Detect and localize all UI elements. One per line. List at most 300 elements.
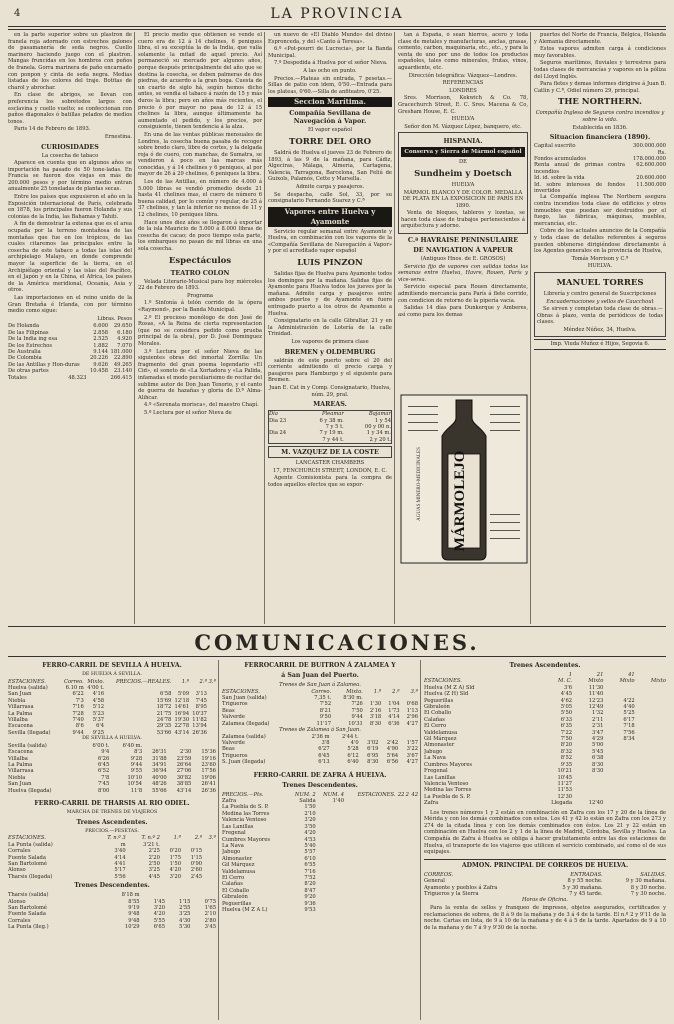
table-cell: 181.000	[110, 348, 132, 355]
table-cell: 8'3	[134, 749, 143, 756]
table-cell: 8'18 m	[121, 892, 140, 899]
newspaper-title: LA PROVINCIA	[270, 6, 404, 22]
table-cell: 4'29	[592, 736, 604, 743]
table-header-cell: SALIDAS.	[640, 871, 666, 878]
section-title-comunicaciones: COMUNICACIONES.	[194, 630, 480, 655]
table-cell: Beas	[222, 746, 235, 753]
section-divider	[8, 626, 666, 627]
table-cell: 2'25	[148, 848, 160, 855]
table-cell: El Coballo	[222, 887, 250, 894]
table-cell: 3'20	[169, 873, 181, 880]
table-cell: Las Lanillas	[424, 774, 456, 781]
table-cell: 12'23	[588, 697, 604, 704]
table-cell: 62.600.000	[636, 162, 666, 169]
table-cell: 11'82	[192, 717, 207, 724]
timetable-notes: Los trenes números 1 y 2 están en combinación en Zafra con los 17 y 20 de la línea de Mérida y con los demás combinados con estos. Los 41 y 42 lo están en Zafra con los 273 y 274 de la citada línea y con los demás combinados con éstos. Los 21 y 22 están en combinación en Huelva con los 2 y 1 de la línea de Madrid, Córdoba, Sevilla y Huelva. La Compañía de Zafra á Huelva se obliga á hacer gratuitamente entre las dos estaciones de Huelva, el transporte de los viajeros que utilicen el servicio combinado, así como el de sus equipajes.	[424, 809, 666, 856]
table-cell: 0'90	[190, 860, 203, 867]
table-cell: El Coballo	[424, 710, 452, 717]
table-cell: 43'14	[176, 787, 192, 794]
table-cell: 4'90	[386, 746, 399, 753]
table-cell: S. Juan (llegada)	[222, 759, 266, 766]
table-cell: Almonaster	[222, 855, 253, 862]
timetable-subtitle: Trenes Descendentes.	[74, 882, 150, 890]
table-cell: 5'05	[560, 704, 573, 711]
agents-name: Tomás Morrison y C.ª	[571, 255, 629, 262]
table-row	[222, 817, 418, 823]
table-cell: 1'57	[406, 740, 418, 747]
ad-company: Sundheim y Doetsch	[414, 168, 512, 179]
table-cell: El Cerro	[222, 874, 245, 881]
paragraph: Los de las Antillas, en número de 4.000 á 5.000 libras se vendió promedio desde 21 hasta 41 chelines mas, el cuero de número 6 buena calidad, por lo común y regular, de 25 á 37 chelines, y tan la inferior no menos de 11 y 12 chelines, 10 peniques libra.	[138, 179, 262, 219]
table-cell: 15'36	[201, 749, 216, 756]
table-cell: 7'50	[351, 707, 363, 714]
table-cell: Trigueros	[222, 752, 248, 759]
mineral-water-bottle-ad	[400, 394, 528, 564]
table-cell: 6'33	[560, 716, 573, 723]
table-cell: 8 y 30 noche.	[630, 884, 666, 891]
table-cell: 14'61	[174, 704, 190, 711]
bookstore-address: Méndez Núñez, 34, Huelva.	[563, 326, 637, 333]
table-header-cell: 21	[596, 672, 604, 678]
table-cell: 21'75	[156, 710, 172, 717]
table-header: Libras. Pesos	[97, 315, 132, 322]
table-cell: 53'66	[156, 729, 172, 736]
table-cell: 1'32	[592, 710, 604, 717]
table-cell: 6'56	[386, 759, 399, 766]
table-cell: 4'14	[114, 854, 126, 861]
table-cell: 11'40	[588, 691, 604, 698]
paragraph: A las ocho en punto.	[303, 67, 357, 74]
table-cell: 8'30	[592, 768, 604, 775]
paragraph: Se despacha, calle Sol, 33, por su consignatario Fernando Suarez y C.ª	[268, 191, 392, 205]
table-cell: 9'25	[92, 729, 105, 736]
table-cell: Valverde	[222, 740, 245, 747]
bookstore-ad	[534, 272, 666, 338]
table-cell: Huelva (M Z A L)	[222, 906, 268, 913]
timetable-subtitle: MARCHA DE TRENES DE VIAJEROS	[66, 810, 158, 816]
theatre-name: TEATRO COLON	[170, 268, 230, 277]
table-cell: 5'40	[304, 842, 316, 849]
table-cell: Las Lanillas	[222, 823, 254, 830]
table-cell: 8'52	[560, 755, 573, 762]
table-cell: 6'95	[367, 752, 379, 759]
table-cell: 13'94	[192, 723, 207, 730]
table-row	[269, 437, 392, 444]
timetable-table	[8, 892, 216, 930]
table-cell: Niebla	[8, 697, 26, 704]
table-cell: 7 y 30 noche.	[630, 890, 666, 897]
program-item: 3.º Lectura por el señor Nieva de las siguientes obras del inmortal Zorrilla: Un fragmento del gran poema legendario «El Cid», el soneto de «La Xortadora y «La Palida, infamadas el modo peculiarísimo de recitar del sublime autor de Don Juan Tenorio, y el canto de guerra de hazañas y gloria de D.ª Alma-Alihcar.	[138, 348, 262, 401]
table-header-cell: NUM. 2	[294, 791, 316, 798]
table-cell: Zalamea (llegada)	[222, 720, 270, 727]
ad-title: Conserva y Sierra de Mármol español	[401, 147, 525, 157]
table-cell: 00 y 00 n.	[364, 423, 391, 430]
table-cell: 9'19	[128, 904, 140, 911]
table-cell: Villalba	[8, 717, 28, 724]
masthead	[0, 0, 674, 30]
paragraph: Consignatario en la calle Gibraltar, 21 y en la Administración de Lotería de la calle Trinidad.	[268, 318, 392, 338]
table-cell: 9'44	[72, 729, 84, 736]
table-cell: 6.10 m	[65, 685, 84, 691]
table-cell: 1.882	[93, 342, 109, 349]
table-header-cell: T. n.º 3	[107, 835, 126, 842]
table-cell: Niebla	[8, 774, 26, 781]
table-cell: 12'30	[557, 793, 573, 800]
table-cell: Medina las Torres	[424, 787, 472, 794]
table-cell: 5'56	[114, 873, 126, 880]
table-cell: 6 y 38 m.	[319, 417, 344, 424]
table-cell: 17'56	[201, 768, 216, 775]
table-cell: Gibraleón	[424, 704, 450, 711]
table-cell: 3'25	[179, 911, 191, 918]
table-cell: 178.000.000	[632, 155, 666, 162]
table-cell: 11'53	[557, 787, 573, 794]
table-cell: Alonso	[8, 898, 26, 905]
column-1	[8, 32, 132, 624]
vessel-names: BREMEN y OLDEMBURG	[284, 347, 376, 356]
table-cell: 7'28	[72, 710, 84, 717]
table-cell: 6'38	[592, 755, 604, 762]
column-5	[534, 32, 666, 624]
paragraph: Las importaciones en el reino unido de la Gran Bretaña é Irlanda, con por término medio como sigue:	[8, 294, 132, 315]
table-cell: Valencia Ventoso	[424, 780, 469, 787]
table-cell: Capital suscrito	[534, 143, 576, 150]
table-cell: San Juan	[8, 781, 32, 788]
table-cell: 4'00 t.	[87, 685, 105, 691]
table-cell: 22.890	[113, 355, 132, 362]
ad-text: Venta de bloques, tableros y lozetas, se hacen toda clase de trabajos pertenecientes á arquitectura y adorno.	[401, 210, 525, 230]
table-cell: La Nava	[424, 755, 446, 762]
section-heading-vapores: Vapores entre Huelva y Ayamonte	[268, 207, 392, 227]
table-cell: San Juan (salida)	[222, 695, 267, 701]
bottle-side-text: AGUAS MINERO-MEDICINALES	[417, 447, 422, 521]
table-row	[534, 143, 666, 156]
table-cell: Huelva (llegada)	[8, 787, 52, 794]
table-cell: 5'28	[347, 746, 359, 753]
table-cell: Valverde	[222, 714, 245, 721]
table-cell: 8'47	[304, 887, 316, 894]
paragraph: Entre los países que expusieron el año en la Exposición internacional de París, celebrada en 1878, los principales fueron Holanda y sus colonias de la India, las Bahamas y Tahití.	[8, 194, 132, 220]
table-cell: La Palma	[8, 762, 33, 769]
table-cell: 26'31	[152, 749, 167, 756]
table-cell: De Colombia	[8, 355, 42, 362]
table-header-cell: ESTACIONES.	[424, 678, 462, 685]
table-cell: 8'30 m.	[343, 695, 363, 701]
paragraph: A fin de demostrar la extensa que es el area ocupada por la terreno montañosa de las montañas que fue en los trópicos, de las cuales citaremos las principales entre la cosecha de este tabaco a todas las islas del archipielago Malayo, en donde comprende mayor la superficie de la tierra, en el Archipiélago oriental y las islas del Pacífico, en el Japón y en la China, el Africa, los países de la América meridional, Oceanía, Asia y otros.	[8, 221, 132, 294]
table-cell: La Punta (salida)	[8, 841, 53, 848]
paragraph: tan á España, ó sean hierros, acero y toda clase de metales y manufacturas, anclas, grasas, cemento, carbon, maquinaria, etc., etc., y para la venta de uno por uno de todos los productos españoles, tales como minerales, frutas, vinos, aguardiente, etc.	[398, 32, 528, 71]
table-cell: 8'55	[128, 898, 140, 905]
table-header-cell: Mixto.	[346, 688, 363, 695]
table-cell	[635, 800, 666, 806]
column-divider	[134, 32, 135, 624]
table-cell: 9.144	[93, 348, 109, 355]
table-cell: 6'35	[560, 723, 573, 730]
table-header-cell: ENTRADAS.	[570, 871, 603, 878]
table-cell: 4'41	[114, 860, 126, 867]
table-cell: 2'31	[592, 723, 604, 730]
table-row	[8, 375, 132, 381]
table-cell: 8 y 55 noche.	[567, 878, 603, 885]
table-cell: 7'45	[97, 781, 110, 788]
table-row	[424, 800, 666, 806]
table-cell: 7 y 5 t.	[325, 423, 344, 430]
table-cell: 7 y 45 tarde.	[569, 890, 603, 897]
table-cell: De Holanda	[8, 323, 40, 330]
table-cell: 0'15	[190, 848, 203, 855]
table-cell: Escacena	[8, 749, 33, 756]
program-item: 5.º Lectura por el señor Nieva de	[144, 409, 232, 416]
table-cell: 11'30	[588, 684, 604, 691]
table-cell: Villarrasa	[8, 768, 34, 775]
table-header-cell: Pleamar	[322, 411, 344, 418]
table-cell: Dia 23	[269, 417, 287, 424]
paragraph: un nuevo de «El Diablo Mundo» del divino Espronceda, y del «Canto á Teresa».	[268, 32, 392, 45]
table-cell: 19'30	[174, 717, 190, 724]
table-cell: 8'34	[623, 736, 635, 743]
program-item: 1.º Sinfonía á telón corrido de la ópera «Raymond», por la Banda Municipal.	[138, 300, 262, 313]
table-cell: 5'55	[153, 917, 166, 924]
table-cell: Fuente Salada	[8, 854, 46, 861]
table-cell: 26'64	[176, 762, 192, 769]
table-cell: 6'00 t.	[92, 742, 110, 749]
table-cell: La Punta (lleg.)	[8, 924, 49, 931]
prices-heading: PRECIOS.—PESETAS.	[85, 828, 139, 834]
table-cell: 4'20	[153, 911, 166, 918]
tobacco-total	[8, 375, 132, 381]
paragraph: Salidas fijas de Huelva para Ayamonte todos los domingos por la mañana. Salidas fijas de Ayamonte para Huelva todos los jueves por la mañana. Admite carga y pasajeros entre ambos puertos y de Ayamonte en fuero entregado puerto a los otros de Ayamonte a Huelva.	[268, 271, 392, 317]
table-cell: 3'47	[592, 729, 604, 736]
table-cell: 7.070	[117, 342, 132, 349]
paragraph: Saldrá de Huelva el jueves 23 de Febrero de 1893, á las 9 de la mañana, para Cádiz, Algeciras, Málaga, Almería, Cartagena, Valencia, Tarragona, Barcelona, San Feliú de Guixols, Palamós, Cette y Marsella.	[268, 149, 392, 183]
agent-name: M. VAZQUEZ DE LA COSTE	[268, 446, 392, 458]
table-header-cell: 1.ª	[373, 688, 382, 695]
column-divider	[218, 660, 219, 1020]
table-cell: 6'12	[347, 752, 359, 759]
timetable-table	[424, 672, 666, 807]
table-cell: Ayamonte y pueblos á Zafra	[424, 884, 498, 891]
table-cell: Corrales	[8, 917, 31, 924]
table-cell: 1'15	[179, 898, 191, 905]
paragraph: Agente Comisionista para la compra de todos aquellos efectos que se expor-	[268, 475, 392, 488]
column-divider	[264, 32, 265, 624]
table-header-cell: CORREOS.	[424, 871, 454, 878]
table-cell: 1'04	[388, 701, 400, 708]
total-libras: 48.323	[68, 374, 87, 381]
table-header-cell: ESTACIONES.	[222, 688, 260, 695]
timetable-buitron-zalamea	[222, 660, 418, 1020]
printer-imprint: Imp. Viuda Muñoz é Hijos, Segovia 6.	[534, 339, 666, 350]
timetable-title: FERRO-CARRIL DE SEVILLA Á HUELVA.	[42, 662, 182, 669]
table-cell: 4'45	[148, 873, 160, 880]
table-cell: 4'22	[623, 697, 635, 704]
table-row	[222, 824, 418, 830]
table-cell: 4'20	[169, 867, 181, 874]
table-cell: Tharsis (llegada)	[8, 873, 53, 880]
column-3	[268, 32, 392, 624]
column-2	[138, 32, 262, 624]
table-cell: Calañas	[222, 881, 243, 888]
table-cell: 0'68	[406, 701, 418, 708]
table-cell: 9'55	[130, 768, 143, 775]
table-cell: De las Filipinas	[8, 329, 49, 336]
table-header-cell: 3.ª	[410, 688, 418, 695]
table-header-cell: Mixto	[588, 678, 604, 685]
table-cell: 3'22	[406, 746, 418, 753]
table-cell: Calañas	[424, 716, 445, 723]
table-cell: 3'18	[369, 714, 382, 721]
table-cell: Medina las Torres	[222, 810, 270, 817]
table-cell: 9'36	[304, 900, 316, 907]
table-cell: 26'36	[192, 729, 207, 736]
table-cell: 7'3	[75, 697, 84, 704]
table-cell: 6'26	[97, 755, 110, 762]
bookstore-sub2: Encuadernaciones y sellos de Caucchout	[546, 298, 654, 305]
table-cell: De otras partes	[8, 368, 49, 375]
table-cell: 8'30	[592, 761, 604, 768]
paragraph: Velada Literario-Musical para hoy miércoles 22 de Febrero de 1893.	[138, 278, 262, 292]
table-cell: 3'50	[304, 823, 316, 830]
table-cell: Peguerillas	[424, 697, 454, 704]
table-cell: 43'14	[174, 729, 190, 736]
table-cell: La Nava	[222, 842, 244, 849]
table-cell: 4'58	[92, 697, 105, 704]
table-cell: 2'96	[406, 714, 418, 721]
table-cell: 6'17	[623, 716, 635, 723]
section-divider	[8, 656, 666, 657]
table-cell: 6'55	[304, 862, 316, 869]
table-cell: 5 y 30 mañana.	[562, 884, 603, 891]
program-heading: Programa	[187, 292, 213, 299]
table-cell: Almonaster	[424, 742, 455, 749]
table-cell: 3'13	[195, 691, 207, 698]
table-row	[534, 182, 666, 195]
table-cell: 9'20	[304, 894, 316, 901]
vessel-name: LUIS PINZON	[297, 258, 363, 269]
table-cell: Valencia Ventoso	[222, 817, 267, 824]
post-office-title: ADMON. PRINCIPAL DE CORREOS DE HUELVA.	[424, 859, 666, 870]
table-cell: 7'16	[304, 868, 316, 875]
table-cell: Zafra	[222, 798, 237, 805]
table-cell: 2'36 m	[311, 733, 330, 740]
table-header-cell: M. C.	[558, 678, 573, 685]
table-cell: 2'60	[190, 867, 203, 874]
table-cell: 2'20	[148, 854, 160, 861]
ad-brand: HISPANIA.	[443, 137, 483, 146]
office-hours-heading: Horas de Oficina.	[522, 897, 568, 904]
table-cell: 2'16	[369, 707, 382, 714]
table-cell: 10'54	[127, 781, 143, 788]
table-cell: 7'50	[560, 736, 573, 743]
table-cell: Id. sobre intereses de fondos invertidos	[534, 181, 625, 194]
table-cell: 6'27	[318, 746, 330, 753]
table-cell: La Puebla de S. P.	[222, 804, 269, 811]
table-cell	[202, 842, 216, 848]
table-cell: 12'40	[588, 800, 604, 807]
table-cell: El Cerro	[424, 723, 447, 730]
table-cell: De la India ing esa	[8, 336, 58, 343]
column-divider	[530, 32, 531, 624]
table-header-cell: Bajamar	[368, 411, 391, 418]
table-cell: 6'40	[347, 759, 359, 766]
bookstore-text: Se sirven y completan toda clase de obras.—Obras á plazo, venta de periódicos de todas clases.	[537, 306, 663, 326]
paragraph: en la parte superior sobre un plastron de franela roja adornado con estrechos galones de pasamanería de seda negros. Cuello marinero haciendo juego con el plastron. Mangas fruncidas en los hombros con puños de franela. Gorra marinera de paño encarnado con ponpon y cinta de seda negra. Medias listadas de los colores del traje. Botitas de charol y abrochar.	[8, 32, 132, 91]
table-cell: 2'10	[204, 911, 216, 918]
table-cell: Cumbres Mayores	[222, 836, 271, 843]
city-huelva: HUELVA	[451, 116, 475, 123]
insurance-subtitle: Compañía Inglesa de Seguros contra incendios y sobre la vida.	[535, 110, 665, 123]
table-cell: Trigueros y la Sierra	[424, 890, 479, 897]
table-cell: 1'13	[406, 707, 418, 714]
table-cell: 11.500.000	[636, 181, 666, 188]
table-cell: De las Antillas y Hon-duras	[8, 361, 80, 368]
table-cell: 27'06	[176, 768, 192, 775]
insurance-company: THE NORTHERN.	[558, 97, 642, 108]
table-cell: 1'50	[304, 804, 316, 811]
table-cell: 7'52	[319, 701, 332, 708]
table-cell: 7'52	[304, 874, 316, 881]
table-header-cell: PRECIOS.—REALES.	[116, 678, 172, 685]
table-cell: Valdelamusa	[424, 729, 458, 736]
table-cell: 1'40	[332, 798, 344, 805]
table-cell: 5'25	[623, 710, 635, 717]
paragraph: Servicio fijo de vapores con salidas todas las semanas entre Huelva, Havre, Rouen, París y vice-versa.	[398, 263, 528, 283]
table-cell: 8'30	[367, 759, 379, 766]
table-cell: 6'22	[72, 691, 84, 698]
table-header-cell: PRECIOS.—Pts.	[222, 791, 264, 798]
table-cell: 9'50	[319, 714, 332, 721]
paragraph: Los vapores de primera clase	[291, 339, 369, 345]
table-cell: 18'72	[156, 704, 172, 711]
bookstore-name: MANUEL TORRES	[556, 277, 644, 288]
table-cell: 48'26	[152, 781, 167, 788]
table-header-cell: 22	[397, 791, 405, 798]
table-cell: 36'94	[152, 768, 167, 775]
table-cell: Jabugo	[424, 748, 443, 755]
table-cell: Huelva (M Z A) Sld	[424, 684, 475, 691]
timetable-title: FERRO-CARRIL DE THARSIS AL RIO ODIEL.	[34, 800, 190, 808]
table-cell: 2 y 20 t.	[369, 436, 391, 443]
table-cell: 49.265	[113, 361, 132, 368]
table-cell: 1'15	[190, 854, 203, 861]
table-header-cell: 42	[411, 791, 418, 798]
table-header-cell: 3.ª	[208, 835, 216, 842]
table-cell: 3'67	[406, 752, 418, 759]
table-cell: Alonso	[8, 867, 26, 874]
table-header-cell: Dia	[269, 411, 278, 418]
table-cell: Salida	[299, 798, 316, 805]
table-cell: 3'45	[204, 924, 216, 931]
tobacco-table	[8, 323, 132, 374]
office-hours-text: Para la venta de sellos y franqueo de impresos, objetos asegurados, certificados y reclamaciones de sobres, de 8 á 9 de la mañana y de 3 á 4 de la tarde. El n.º 2 y 9'11 de la noche. Cartas en lista, de 9 á 10 de la mañana y de 4 á 5 de la tarde. Apartados de 9 á 10 de la mañana y de 7 á 9 y 9'30 de la noche.	[424, 904, 666, 931]
table-cell: 2'50	[148, 860, 160, 867]
paragraph: Estos vapores admiten carga á condiciones muy favorables.	[534, 46, 666, 59]
timetable-title: á San Juan del Puerto.	[281, 672, 359, 679]
table-cell: 38'85	[176, 781, 192, 788]
table-cell: 7'26	[351, 701, 363, 708]
paragraph: saldrán de este puerto sobre el 20 del corriente admitiendo el precio carga y pasajeros para Hamburgo y el siguiente para Bremen.	[268, 357, 392, 384]
table-cell	[603, 800, 634, 806]
table-cell: Id. id. sobre la vida	[534, 175, 585, 182]
timetable-table	[8, 835, 216, 880]
timetable-table	[8, 679, 216, 737]
table-header-cell: Mixto	[650, 678, 666, 685]
table-cell: 2.525	[93, 336, 109, 343]
table-row	[222, 869, 418, 875]
table-cell: Villalba	[8, 755, 28, 762]
paragraph: En una de las ventas públicas mensuales de Londres, la cosecha buena pasaba de recoger sobre bredo claro, libre de cortes, y la delgada roja ó de cuero, con manchas, de Sumatra, se vendieron á poco en las marcas más conocidas, y á 14 chelines y 6 peniques, al por mayor de 26 á 29 chelines, 6 peniques la libra.	[138, 131, 262, 178]
shipping-subtitle: DE NAVIGATION Á VAPEUR	[413, 246, 513, 255]
